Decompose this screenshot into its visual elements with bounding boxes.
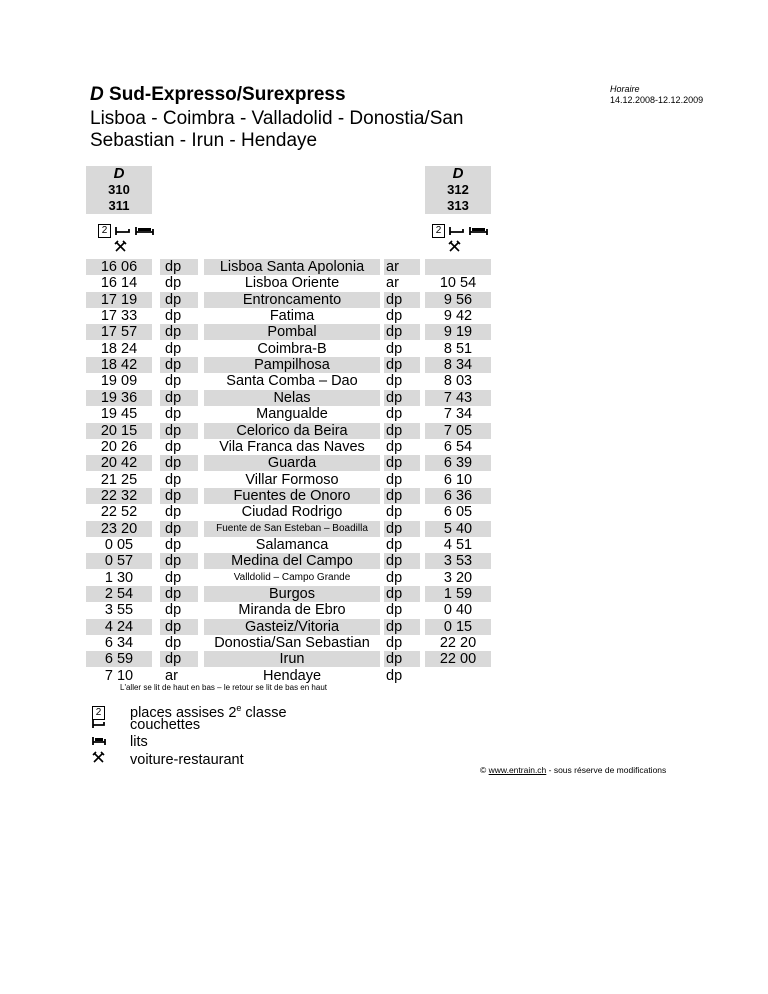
time-northbound: 5 40 xyxy=(425,521,491,537)
arrdep-northbound: dp xyxy=(386,536,403,553)
table-row xyxy=(0,439,768,455)
time-southbound: 20 26 xyxy=(100,438,138,455)
time-northbound: 3 20 xyxy=(443,569,473,586)
footer xyxy=(480,765,666,775)
time-northbound xyxy=(425,668,491,684)
copyright-symbol: © xyxy=(480,765,487,775)
table-row xyxy=(0,553,768,569)
arrdep-southbound: dp xyxy=(165,406,182,423)
station-name: Hendaye xyxy=(262,667,322,684)
couchette-icon xyxy=(115,225,135,237)
arrdep-southbound: dp xyxy=(165,275,182,292)
arrdep-southbound: dp xyxy=(160,259,198,275)
station-name: Gasteiz/Vitoria xyxy=(204,619,380,635)
legend-restaurant-text: voiture-restaurant xyxy=(130,752,244,768)
page-title xyxy=(90,84,346,106)
time-southbound: 22 52 xyxy=(100,504,138,521)
station-name: Medina del Campo xyxy=(204,553,380,569)
time-southbound: 7 10 xyxy=(104,667,134,684)
time-southbound: 18 24 xyxy=(100,340,138,357)
arrdep-southbound: dp xyxy=(160,619,198,635)
arrdep-southbound: dp xyxy=(165,340,182,357)
time-northbound: 6 54 xyxy=(443,438,473,455)
arrdep-northbound: dp xyxy=(386,340,403,357)
time-southbound: 2 54 xyxy=(86,586,152,602)
station-name: Celorico da Beira xyxy=(204,423,380,439)
arrdep-southbound: dp xyxy=(160,390,198,406)
table-row xyxy=(0,472,768,488)
train-category-left: D xyxy=(113,165,125,182)
time-southbound: 0 05 xyxy=(104,536,134,553)
time-southbound: 19 45 xyxy=(100,406,138,423)
service-icons-left xyxy=(98,222,155,256)
arrdep-southbound: dp xyxy=(160,455,198,471)
validity-label: Horaire xyxy=(610,84,640,94)
restaurant-icon xyxy=(448,240,461,253)
arrdep-southbound: ar xyxy=(165,667,178,684)
arrdep-southbound: dp xyxy=(160,586,198,602)
time-southbound: 16 14 xyxy=(100,275,138,292)
arrdep-northbound: dp xyxy=(386,635,403,652)
arrdep-southbound: dp xyxy=(160,553,198,569)
time-southbound: 19 36 xyxy=(86,390,152,406)
arrdep-northbound: dp xyxy=(384,651,420,667)
station-name: Pombal xyxy=(204,324,380,340)
legend-second-class-text: places assises 2 xyxy=(130,704,237,721)
station-name: Lisboa Oriente xyxy=(244,275,340,292)
time-southbound: 19 09 xyxy=(100,373,138,390)
bed-icon xyxy=(135,225,155,237)
station-name: Entroncamento xyxy=(204,292,380,308)
time-southbound: 0 57 xyxy=(86,553,152,569)
train-number-310: 310 xyxy=(108,182,130,197)
arrdep-northbound: dp xyxy=(386,504,403,521)
station-name: Ciudad Rodrigo xyxy=(241,504,343,521)
train-header-right xyxy=(425,166,491,214)
time-southbound: 17 57 xyxy=(86,324,152,340)
time-southbound: 21 25 xyxy=(100,471,138,488)
second-class-icon: 2 xyxy=(92,706,105,720)
table-row xyxy=(0,324,768,340)
time-northbound: 0 40 xyxy=(443,602,473,619)
arrdep-southbound: dp xyxy=(165,504,182,521)
table-row xyxy=(0,357,768,373)
legend-lits xyxy=(92,734,148,751)
station-name: Nelas xyxy=(204,390,380,406)
time-northbound: 9 56 xyxy=(425,292,491,308)
arrdep-northbound: dp xyxy=(384,357,420,373)
time-southbound: 17 19 xyxy=(86,292,152,308)
second-class-icon: 2 xyxy=(98,224,111,238)
time-southbound: 18 42 xyxy=(86,357,152,373)
time-southbound: 16 06 xyxy=(86,259,152,275)
arrdep-southbound: dp xyxy=(160,357,198,373)
table-row xyxy=(0,537,768,553)
time-southbound: 1 30 xyxy=(104,569,134,586)
table-row xyxy=(0,406,768,422)
station-name: Lisboa Santa Apolonia xyxy=(204,259,380,275)
train-number-312: 312 xyxy=(447,182,469,197)
bed-icon xyxy=(92,735,106,746)
arrdep-northbound: dp xyxy=(384,292,420,308)
station-name: Guarda xyxy=(204,455,380,471)
legend-sup: e xyxy=(236,703,242,713)
restaurant-icon xyxy=(92,751,105,764)
arrdep-southbound: dp xyxy=(165,536,182,553)
time-northbound: 7 05 xyxy=(425,423,491,439)
station-name: Fatima xyxy=(269,308,315,325)
arrdep-southbound: dp xyxy=(160,651,198,667)
time-northbound: 6 36 xyxy=(425,488,491,504)
time-northbound: 1 59 xyxy=(425,586,491,602)
train-name: Sud-Expresso/Surexpress xyxy=(109,84,346,105)
couchette-icon xyxy=(92,718,106,729)
time-northbound: 8 51 xyxy=(443,340,473,357)
time-northbound: 22 20 xyxy=(439,635,477,652)
time-northbound: 3 53 xyxy=(425,553,491,569)
time-northbound: 6 10 xyxy=(443,471,473,488)
station-name: Valldolid – Campo Grande xyxy=(233,571,351,583)
train-category-right: D xyxy=(452,165,464,182)
time-northbound: 0 15 xyxy=(425,619,491,635)
time-southbound: 3 55 xyxy=(104,602,134,619)
arrdep-northbound: dp xyxy=(384,390,420,406)
station-name: Salamanca xyxy=(255,536,329,553)
restaurant-icon xyxy=(114,240,127,253)
station-name: Fuente de San Esteban – Boadilla xyxy=(204,521,380,537)
time-northbound: 6 05 xyxy=(443,504,473,521)
table-row xyxy=(0,423,768,439)
arrdep-northbound: dp xyxy=(384,488,420,504)
time-northbound: 10 54 xyxy=(439,275,477,292)
table-row xyxy=(0,651,768,667)
table-row xyxy=(0,619,768,635)
table-row xyxy=(0,635,768,651)
legend-restaurant xyxy=(92,751,244,769)
arrdep-northbound: dp xyxy=(386,373,403,390)
table-row xyxy=(0,455,768,471)
train-header-left xyxy=(86,166,152,214)
time-southbound: 6 34 xyxy=(104,635,134,652)
legend-couchettes xyxy=(92,717,200,734)
station-name: Pampilhosa xyxy=(204,357,380,373)
arrdep-southbound: dp xyxy=(165,373,182,390)
validity-dates: 14.12.2008-12.12.2009 xyxy=(610,95,704,105)
arrdep-northbound: dp xyxy=(384,521,420,537)
legend-classe: classe xyxy=(241,704,287,721)
table-row xyxy=(0,521,768,537)
time-northbound: 9 19 xyxy=(425,324,491,340)
train-number-313: 313 xyxy=(447,198,469,213)
time-southbound: 22 32 xyxy=(86,488,152,504)
arrdep-southbound: dp xyxy=(160,292,198,308)
table-row xyxy=(0,341,768,357)
arrdep-northbound: dp xyxy=(386,308,403,325)
arrdep-northbound: ar xyxy=(386,275,399,292)
time-southbound: 20 15 xyxy=(86,423,152,439)
time-southbound: 6 59 xyxy=(86,651,152,667)
train-category: D xyxy=(90,84,104,105)
second-class-icon: 2 xyxy=(432,224,445,238)
arrdep-southbound: dp xyxy=(165,602,182,619)
reading-note: L'aller se lit de haut en bas – le retour se lit de bas en haut xyxy=(120,683,327,692)
entrain-link[interactable]: www.entrain.ch xyxy=(488,765,547,775)
arrdep-northbound: dp xyxy=(384,586,420,602)
arrdep-southbound: dp xyxy=(165,308,182,325)
time-northbound: 9 42 xyxy=(443,308,473,325)
arrdep-northbound: dp xyxy=(386,569,403,586)
table-row xyxy=(0,602,768,618)
time-northbound: 8 03 xyxy=(443,373,473,390)
table-row xyxy=(0,504,768,520)
arrdep-northbound: dp xyxy=(386,667,403,684)
legend-couchettes-text: couchettes xyxy=(130,717,201,733)
arrdep-northbound: dp xyxy=(384,423,420,439)
arrdep-southbound: dp xyxy=(160,521,198,537)
footer-text: - sous réserve de modifications xyxy=(546,765,667,775)
time-southbound: 17 33 xyxy=(100,308,138,325)
station-name: Miranda de Ebro xyxy=(238,602,346,619)
station-name: Irun xyxy=(204,651,380,667)
arrdep-northbound: ar xyxy=(384,259,420,275)
service-icons-right xyxy=(432,222,489,256)
arrdep-northbound: dp xyxy=(384,619,420,635)
table-row xyxy=(0,259,768,275)
arrdep-northbound: dp xyxy=(386,602,403,619)
arrdep-southbound: dp xyxy=(165,569,182,586)
couchette-icon xyxy=(449,225,469,237)
time-northbound: 7 34 xyxy=(443,406,473,423)
station-name: Vila Franca das Naves xyxy=(219,438,365,455)
arrdep-southbound: dp xyxy=(165,438,182,455)
bed-icon xyxy=(469,225,489,237)
table-row xyxy=(0,275,768,291)
arrdep-southbound: dp xyxy=(165,635,182,652)
station-name: Fuentes de Onoro xyxy=(204,488,380,504)
table-row xyxy=(0,308,768,324)
arrdep-northbound: dp xyxy=(384,553,420,569)
station-name: Burgos xyxy=(204,586,380,602)
station-name: Mangualde xyxy=(256,406,328,423)
time-southbound: 4 24 xyxy=(86,619,152,635)
time-southbound: 23 20 xyxy=(86,521,152,537)
arrdep-northbound: dp xyxy=(386,406,403,423)
station-name: Santa Comba – Dao xyxy=(226,373,358,390)
arrdep-northbound: dp xyxy=(384,324,420,340)
time-northbound: 6 39 xyxy=(425,455,491,471)
arrdep-northbound: dp xyxy=(384,455,420,471)
time-northbound: 7 43 xyxy=(425,390,491,406)
station-name: Coimbra-B xyxy=(257,340,327,357)
table-row xyxy=(0,373,768,389)
arrdep-southbound: dp xyxy=(160,488,198,504)
station-name: Donostia/San Sebastian xyxy=(214,635,370,652)
train-number-311: 311 xyxy=(108,198,130,213)
time-northbound xyxy=(425,259,491,275)
station-name: Villar Formoso xyxy=(245,471,339,488)
table-row xyxy=(0,668,768,684)
arrdep-southbound: dp xyxy=(160,423,198,439)
table-row xyxy=(0,570,768,586)
table-row xyxy=(0,488,768,504)
time-northbound: 22 00 xyxy=(425,651,491,667)
arrdep-northbound: dp xyxy=(386,471,403,488)
route-title: Lisboa - Coimbra - Valladolid - Donostia/San Sebastian - Irun - Hendaye xyxy=(90,108,464,151)
legend-lits-text: lits xyxy=(130,734,148,750)
validity-block xyxy=(610,84,703,106)
arrdep-southbound: dp xyxy=(165,471,182,488)
time-northbound: 8 34 xyxy=(425,357,491,373)
table-row xyxy=(0,390,768,406)
time-southbound: 20 42 xyxy=(86,455,152,471)
time-northbound: 4 51 xyxy=(443,536,473,553)
table-row xyxy=(0,292,768,308)
arrdep-northbound: dp xyxy=(386,438,403,455)
table-row xyxy=(0,586,768,602)
arrdep-southbound: dp xyxy=(160,324,198,340)
